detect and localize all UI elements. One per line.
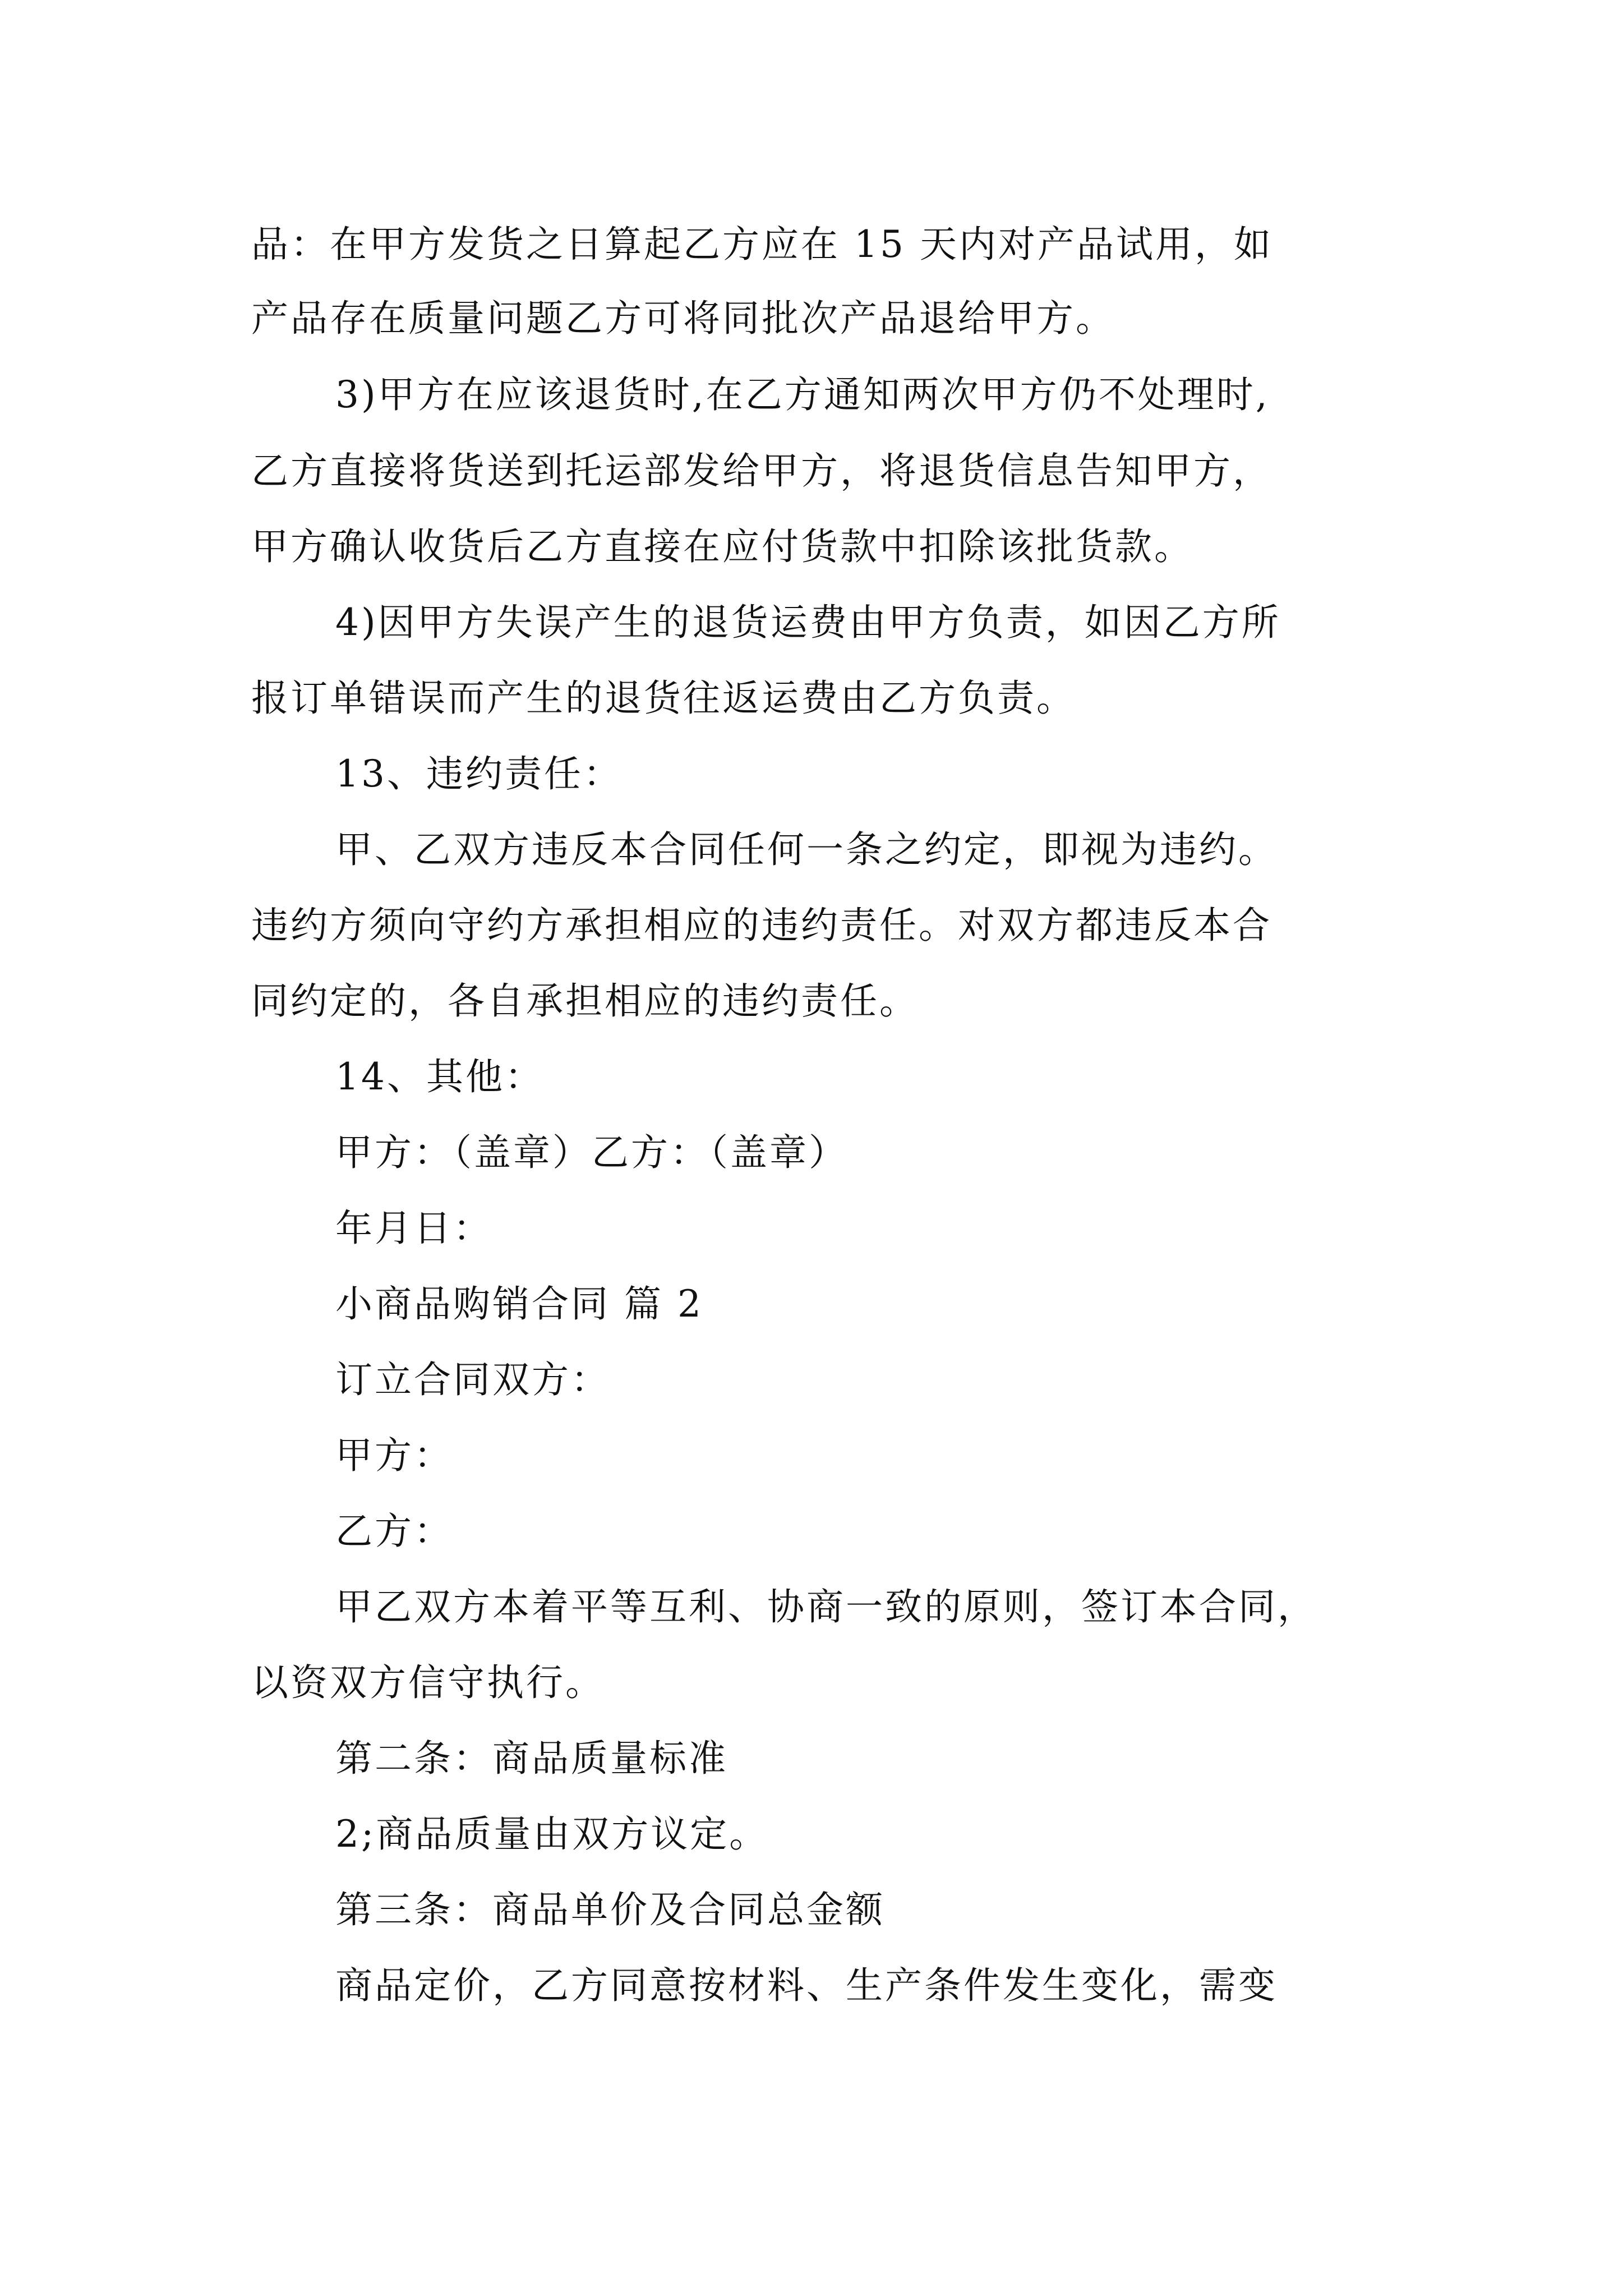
text-line: 以资双方信守执行。 <box>251 1661 605 1704</box>
text-line: 3)甲方在应该退货时,在乙方通知两次甲方仍不处理时, <box>335 373 1270 416</box>
text-line: 违约方须向守约方承担相应的违约责任。对双方都违反本合 <box>251 904 1272 947</box>
party-b-line: 乙方： <box>335 1510 453 1553</box>
text-line: 同约定的，各自承担相应的违约责任。 <box>251 979 919 1023</box>
section-heading: 第三条：商品单价及合同总金额 <box>335 1888 885 1931</box>
text-line: 商品定价，乙方同意按材料、生产条件发生变化，需变 <box>335 1964 1278 2007</box>
section-heading: 14、其他： <box>335 1055 544 1098</box>
text-line: 4)因甲方失误产生的退货运费由甲方负责，如因乙方所 <box>335 601 1281 644</box>
party-a-line: 甲方： <box>335 1434 453 1477</box>
text-line: 品：在甲方发货之日算起乙方应在 15 天内对产品试用，如 <box>251 223 1273 266</box>
text-line: 报订单错误而产生的退货往返运费由乙方负责。 <box>251 677 1076 720</box>
text-line: 甲乙双方本着平等互利、协商一致的原则，签订本合同， <box>335 1585 1317 1628</box>
document-title: 小商品购销合同 篇 2 <box>335 1282 703 1326</box>
text-line: 乙方直接将货送到托运部发给甲方，将退货信息告知甲方， <box>251 449 1272 493</box>
text-line: 产品存在质量问题乙方可将同批次产品退给甲方。 <box>251 297 1115 340</box>
section-heading: 第二条：商品质量标准 <box>335 1737 728 1780</box>
signature-line: 甲方：（盖章）乙方：（盖章） <box>335 1131 848 1174</box>
text-line: 甲、乙双方违反本合同任何一条之约定，即视为违约。 <box>335 828 1278 871</box>
section-heading: 13、违约责任： <box>335 752 623 795</box>
text-line: 订立合同双方： <box>335 1358 610 1401</box>
date-line: 年月日： <box>335 1207 492 1250</box>
text-line: 2;商品质量由双方议定。 <box>335 1812 769 1856</box>
text-line: 甲方确认收货后乙方直接在应付货款中扣除该批货款。 <box>251 525 1193 568</box>
